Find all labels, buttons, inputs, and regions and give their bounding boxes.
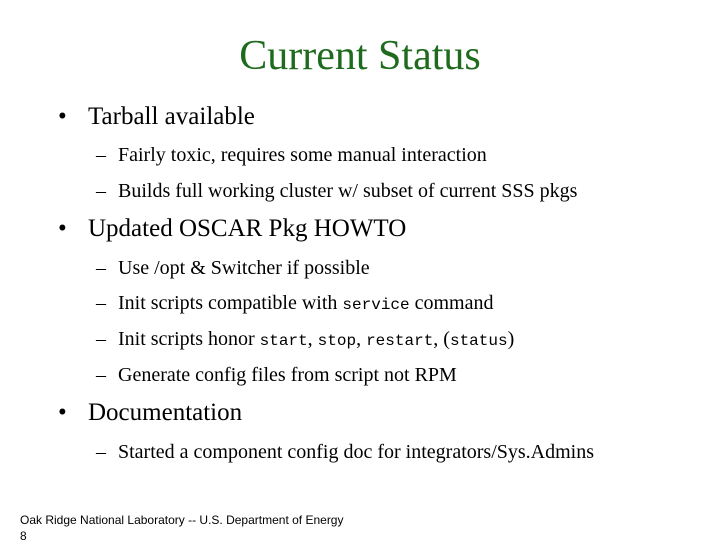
subitem	[96, 326, 514, 354]
text-run: , (	[433, 328, 450, 350]
text-run: ,	[356, 328, 367, 350]
subitem-text: Generate config files from script not RPM	[118, 364, 457, 386]
bullet-documentation	[58, 398, 242, 428]
text-run: ,	[307, 328, 318, 350]
bullet-text: Documentation	[88, 399, 243, 426]
code-status: status	[449, 332, 508, 350]
subitem	[96, 362, 457, 388]
text-run: Init scripts honor	[118, 328, 260, 350]
subitem	[96, 255, 370, 281]
subitem-text: Use /opt & Switcher if possible	[118, 257, 370, 279]
dash-marker: –	[96, 257, 106, 279]
bullet-marker: •	[58, 103, 67, 130]
dash-marker: –	[96, 328, 106, 350]
subitem	[96, 439, 594, 465]
code-service: service	[342, 296, 410, 314]
bullet-tarball	[58, 102, 255, 132]
footer	[20, 512, 343, 544]
dash-marker: –	[96, 364, 106, 386]
bullet-marker: •	[58, 399, 67, 426]
subitem	[96, 142, 487, 168]
bullet-marker: •	[58, 215, 67, 242]
dash-marker: –	[96, 441, 106, 463]
bullet-text: Tarball available	[88, 103, 255, 130]
subitem	[96, 178, 577, 204]
code-restart: restart	[366, 332, 434, 350]
slide-title: Current Status	[239, 33, 481, 79]
text-run: command	[409, 292, 494, 314]
dash-marker: –	[96, 144, 106, 166]
code-start: start	[259, 332, 308, 350]
subitem	[96, 290, 494, 318]
text-run: )	[507, 328, 515, 350]
subitem-text: Fairly toxic, requires some manual interaction	[118, 144, 487, 166]
subitem-text	[118, 292, 494, 314]
subitem-text: Started a component config doc for integrators/Sys.Admins	[118, 441, 595, 463]
subitem-text	[118, 328, 514, 350]
subitem-text: Builds full working cluster w/ subset of current SSS pkgs	[118, 180, 578, 202]
text-run: Init scripts compatible with	[118, 292, 343, 314]
code-stop: stop	[317, 332, 357, 350]
dash-marker: –	[96, 292, 106, 314]
bullet-howto	[58, 214, 406, 244]
page-number: 8	[20, 529, 27, 543]
footer-text: Oak Ridge National Laboratory -- U.S. Department of Energy	[20, 513, 344, 527]
bullet-text: Updated OSCAR Pkg HOWTO	[88, 215, 407, 242]
dash-marker: –	[96, 180, 106, 202]
